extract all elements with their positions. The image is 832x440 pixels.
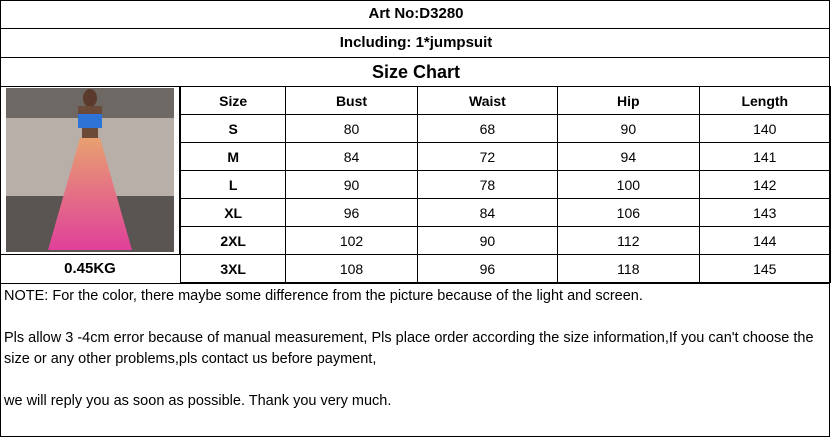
divider <box>0 28 830 29</box>
table-row <box>181 115 831 143</box>
size-cell: M <box>181 143 286 171</box>
measurement-cell: 72 <box>417 143 557 171</box>
measurement-cell: 108 <box>286 255 417 283</box>
size-cell: L <box>181 171 286 199</box>
table-row <box>181 199 831 227</box>
size-table <box>180 86 831 283</box>
product-photo-cell <box>0 86 180 255</box>
measurement-cell: 144 <box>699 227 830 255</box>
measurement-cell: 102 <box>286 227 417 255</box>
measurement-cell: 78 <box>417 171 557 199</box>
product-photo <box>6 88 174 252</box>
measurement-cell: 96 <box>286 199 417 227</box>
measurement-cell: 140 <box>699 115 830 143</box>
size-cell: 3XL <box>181 255 286 283</box>
measurement-cell: 96 <box>417 255 557 283</box>
measurement-cell: 100 <box>558 171 699 199</box>
model-head <box>83 89 97 107</box>
measurement-cell: 68 <box>417 115 557 143</box>
table-row <box>181 227 831 255</box>
measurement-cell: 145 <box>699 255 830 283</box>
size-cell: 2XL <box>181 227 286 255</box>
notes-section <box>0 283 830 437</box>
column-header: Waist <box>417 87 557 115</box>
note-color: NOTE: For the color, there maybe some difference from the picture because of the light and screen. <box>4 288 643 304</box>
size-table-header-row <box>181 87 831 115</box>
measurement-cell: 106 <box>558 199 699 227</box>
table-row <box>181 255 831 283</box>
measurement-cell: 90 <box>417 227 557 255</box>
measurement-cell: 80 <box>286 115 417 143</box>
chart-title: Size Chart <box>371 62 461 82</box>
product-weight: 0.45KG <box>64 260 116 277</box>
note-reply: we will reply you as soon as possible. Thank you very much. <box>4 393 392 409</box>
table-row <box>181 143 831 171</box>
size-cell: XL <box>181 199 286 227</box>
column-header: Bust <box>286 87 417 115</box>
measurement-cell: 90 <box>558 115 699 143</box>
measurement-cell: 84 <box>286 143 417 171</box>
measurement-cell: 143 <box>699 199 830 227</box>
art-number: Art No:D3280 <box>368 5 464 22</box>
column-header: Size <box>181 87 286 115</box>
measurement-cell: 84 <box>417 199 557 227</box>
model-waist <box>82 128 98 138</box>
column-header: Hip <box>558 87 699 115</box>
including-line: Including: 1*jumpsuit <box>339 34 493 51</box>
measurement-cell: 90 <box>286 171 417 199</box>
column-header: Length <box>699 87 830 115</box>
measurement-cell: 112 <box>558 227 699 255</box>
note-measurement: Pls allow 3 -4cm error because of manual measurement, Pls place order according the size information,If you can't choose the size or any other problems,pls contact us before payment, <box>4 330 814 367</box>
measurement-cell: 142 <box>699 171 830 199</box>
measurement-cell: 94 <box>558 143 699 171</box>
model-top <box>78 114 102 128</box>
table-row <box>181 171 831 199</box>
size-cell: S <box>181 115 286 143</box>
measurement-cell: 118 <box>558 255 699 283</box>
measurement-cell: 141 <box>699 143 830 171</box>
